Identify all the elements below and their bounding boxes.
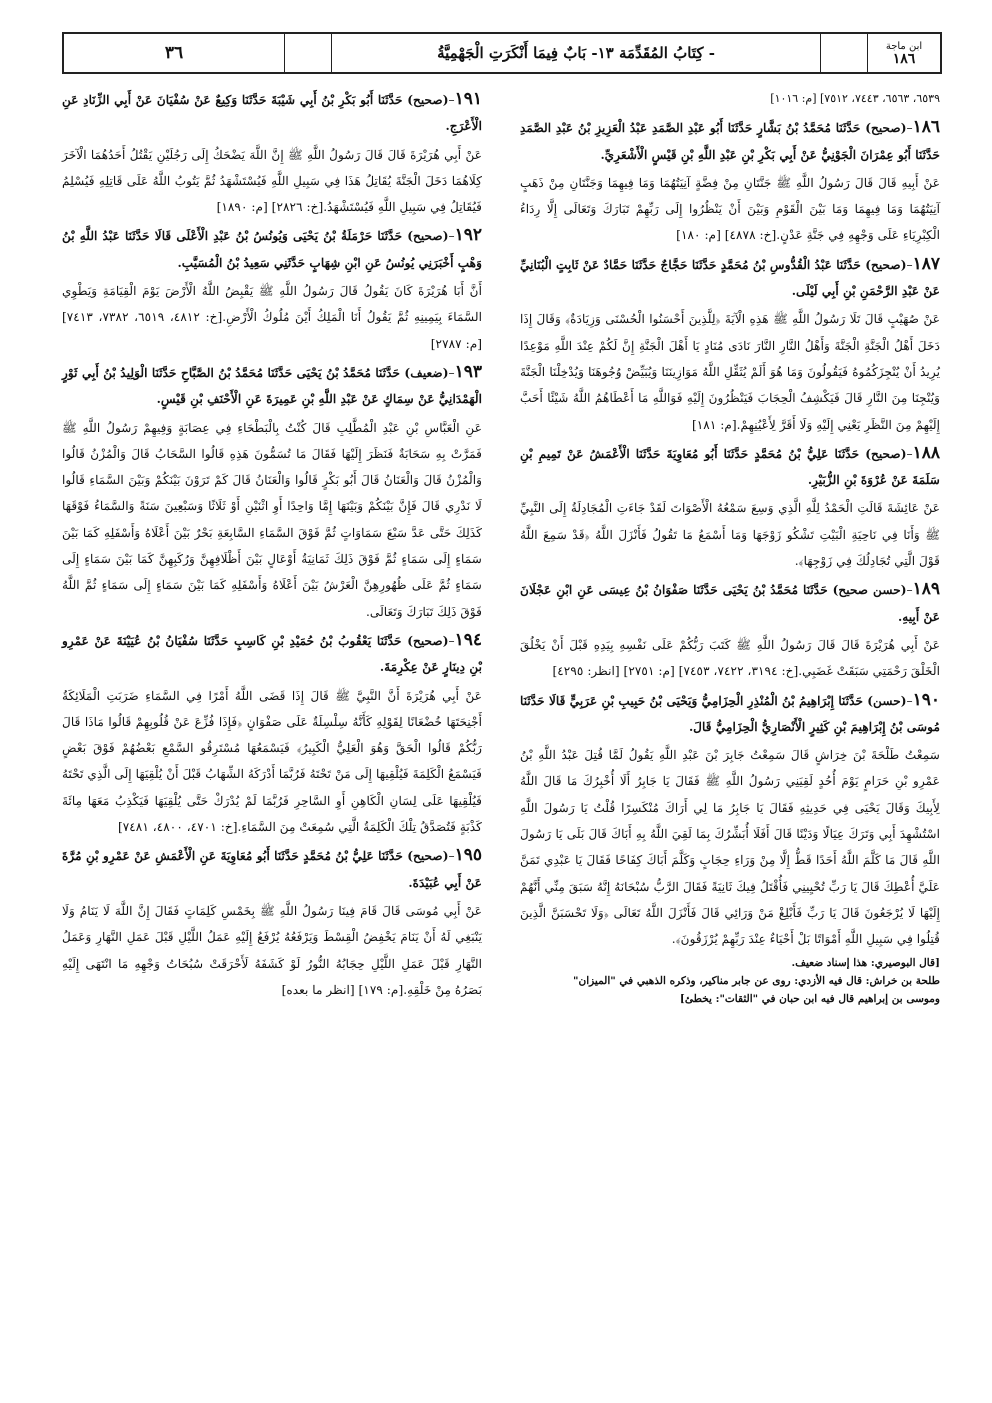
hadith-number: ١٩٥: [454, 845, 482, 866]
hadith-isnad: [62, 359, 482, 413]
hadith-chain-text: (حسن) حَدَّثَنَا إِبْرَاهِيمُ بْنُ الْمُنْذِرِ الْحِزَامِيُّ وَيَحْيَى بْنُ حَبِيبِ بْنِ عَرَبِيٍّ قَالَا حَدَّثَنَا مُوسَى بْنُ إِبْرَاهِيمَ بْنِ كَثِيرٍ الْأَنْصَارِيُّ الْحِزَامِيُّ قَالَ.: [520, 693, 940, 734]
hadith-chain-text: (صحيح) حَدَّثَنَا عَبْدُ الْقُدُّوسِ بْنُ مُحَمَّدٍ حَدَّثَنَا حَجَّاجٌ حَدَّثَنَا حَمَّادٌ عَنْ ثَابِتٍ الْبُنَانِيِّ عَنْ عَبْدِ الرَّحْمَنِ بْنِ أَبِي لَيْلَى.: [520, 257, 940, 299]
right-column: [520, 86, 940, 1376]
hadith-number: ١٨٩: [912, 579, 940, 600]
page-header: [62, 32, 942, 74]
hadith-isnad: [520, 687, 940, 741]
hadith-isnad: [62, 842, 482, 896]
hadith-isnad: [520, 251, 940, 305]
hadith-number: ١٨٧: [912, 253, 940, 274]
hadith-isnad: [62, 86, 482, 140]
hadith-text: عَنْ صُهَيْبٍ قَالَ تَلَا رَسُولُ اللَّهِ ﷺ هَذِهِ الْآيَةَ ﴿لِلَّذِينَ أَحْسَنُوا الْحُسْنَى وَزِيَادَةٌ﴾ وَقَالَ إِذَا دَخَلَ أَهْلُ الْجَنَّةِ الْجَنَّةَ وَأَهْلُ النَّارِ النَّارَ نَادَى مُنَادٍ يَا أَهْلَ الْجَنَّةِ إِنَّ لَكُمْ عِنْدَ اللَّهِ مَوْعِدًا يُرِيدُ أَنْ يُنْجِزَكُمُوهُ فَيَقُولُونَ وَمَا هُوَ أَلَمْ يُثَقِّلِ اللَّهُ مَوَازِينَنَا وَيُبَيِّضْ وُجُوهَنَا وَيُدْخِلْنَا الْجَنَّةَ وَيُنْجِنَا مِنَ النَّارِ قَالَ فَيَكْشِفُ الْحِجَابَ فَيَنْظُرُونَ إِلَيْهِ فَوَاللَّهِ مَا أَعْطَاهُمُ اللَّهُ شَيْئًا أَحَبَّ إِلَيْهِمْ مِنَ النَّظَرِ يَعْنِي إِلَيْهِ وَلَا أَقَرَّ لِأَعْيُنِهِمْ.[م: ١٨١]: [520, 312, 940, 432]
hadith-chain-text: (صحيح) حَدَّثَنَا عَلِيُّ بْنُ مُحَمَّدٍ حَدَّثَنَا أَبُو مُعَاوِيَةَ حَدَّثَنَا الْأَعْمَشُ عَنْ تَمِيمِ بْنِ سَلَمَةَ عَنْ عُرْوَةَ بْنِ الزُّبَيْرِ.: [520, 446, 940, 488]
hadith-text: عَنْ أَبِي هُرَيْرَةَ أَنَّ النَّبِيَّ ﷺ قَالَ إِذَا قَضَى اللَّهُ أَمْرًا فِي السَّمَاءِ ضَرَبَتِ الْمَلَائِكَةُ أَجْنِحَتَهَا خُضْعَانًا لِقَوْلِهِ كَأَنَّهُ سِلْسِلَةٌ عَلَى صَفْوَانٍ ﴿فَإِذَا فُزِّعَ عَنْ قُلُوبِهِمْ قَالُوا مَاذَا قَالَ رَبُّكُمْ قَالُوا الْحَقَّ وَهُوَ الْعَلِيُّ الْكَبِيرُ﴾ فَيَسْمَعُهَا مُسْتَرِقُو السَّمْعِ بَعْضُهُمْ فَوْقَ بَعْضٍ فَيَسْمَعُ الْكَلِمَةَ فَيُلْقِيهَا إِلَى مَنْ تَحْتَهُ فَرُبَّمَا أَدْرَكَهُ الشِّهَابُ قَبْلَ أَنْ يُلْقِيَهَا إِلَى الَّذِي تَحْتَهُ فَيُلْقِيهَا عَلَى لِسَانِ الْكَاهِنِ أَوِ السَّاحِرِ فَرُبَّمَا لَمْ يُدْرَكْ حَتَّى يُلْقِيَهَا فَيَكْذِبُ مَعَهَا مِائَةَ كَذْبَةٍ فَتُصَدَّقُ تِلْكَ الْكَلِمَةُ الَّتِي سُمِعَتْ مِنَ السَّمَاءِ.[خ: ٤٧٠١، ٤٨٠٠، ٧٤٨١]: [62, 688, 482, 835]
hadith-chain-text: (ضعيف) حَدَّثَنَا مُحَمَّدُ بْنُ يَحْيَى حَدَّثَنَا مُحَمَّدُ بْنُ الصَّبَّاحِ حَدَّثَنَا الْوَلِيدُ بْنُ أَبِي ثَوْرٍ الْهَمْدَانِيُّ عَنْ سِمَاكٍ عَنْ عَبْدِ اللَّهِ بْنِ عَمِيرَةَ عَنِ الْأَحْنَفِ بْنِ قَيْسٍ.: [62, 365, 482, 407]
hadith-text: عَنْ أَبِي هُرَيْرَةَ قَالَ قَالَ رَسُولُ اللَّهِ ﷺ كَتَبَ رَبُّكُمْ عَلَى نَفْسِهِ بِيَدِهِ قَبْلَ أَنْ يَخْلُقَ الْخَلْقَ رَحْمَتِي سَبَقَتْ غَضَبِي.[خ: ٣١٩٤، ٧٤٢٢، ٧٤٥٣] [م: ٢٧٥١] [انظر: ٤٢٩٥]: [520, 637, 940, 679]
hadith-isnad: [520, 440, 940, 494]
hadith-dash: –: [906, 121, 913, 136]
header-spacer: [284, 34, 331, 72]
hadith-chain-text: (صحيح) حَدَّثَنَا يَعْقُوبُ بْنُ حُمَيْدِ بْنِ كَاسِبٍ حَدَّثَنَا سُفْيَانُ بْنُ عُيَيْنَةَ عَنْ عَمْرِو بْنِ دِينَارٍ عَنْ عِكْرِمَةَ.: [62, 633, 482, 675]
footnote: وموسى بن إبراهيم قال فيه ابن حبان في "الثقات": يخطئ]: [679, 992, 940, 1005]
hadith-number: ١٩٣: [454, 361, 482, 382]
hadith-dash: –: [448, 633, 455, 648]
chapter-title: - كِتَابُ المُقَدِّمَة ١٣- بَابٌ فِيمَا أَنْكَرَتِ الْجَهْمِيَّةُ: [331, 34, 820, 72]
hadith-dash: –: [906, 446, 913, 461]
footnote: [قال البوصيري: هذا إسناد ضعيف.: [791, 956, 940, 969]
hadith-text: عَنِ الْعَبَّاسِ بْنِ عَبْدِ الْمُطَّلِبِ قَالَ كُنْتُ بِالْبَطْحَاءِ فِي عِصَابَةٍ وَفِيهِمْ رَسُولُ اللَّهِ ﷺ فَمَرَّتْ بِهِ سَحَابَةٌ فَنَظَرَ إِلَيْهَا فَقَالَ مَا تُسَمُّونَ هَذِهِ قَالُوا السَّحَابُ قَالَ وَالْمُزْنُ قَالُوا وَالْمُزْنُ قَالَ وَالْعَنَانُ قَالَ أَبُو بَكْرٍ قَالُوا وَالْعَنَانُ قَالَ كَمْ تَرَوْنَ بَيْنَكُمْ وَبَيْنَ السَّمَاءِ قَالُوا لَا نَدْرِي قَالَ فَإِنَّ بَيْنَكُمْ وَبَيْنَهَا إِمَّا وَاحِدًا أَوِ اثْنَيْنِ أَوْ ثَلَاثًا وَسَبْعِينَ سَنَةً وَالسَّمَاءُ فَوْقَهَا كَذَلِكَ حَتَّى عَدَّ سَبْعَ سَمَاوَاتٍ ثُمَّ فَوْقَ السَّمَاءِ السَّابِعَةِ بَحْرٌ بَيْنَ أَعْلَاهُ وَأَسْفَلِهِ كَمَا بَيْنَ سَمَاءٍ إِلَى سَمَاءٍ ثُمَّ فَوْقَ ذَلِكَ ثَمَانِيَةُ أَوْعَالٍ بَيْنَ أَظْلَافِهِنَّ وَرُكَبِهِنَّ كَمَا بَيْنَ سَمَاءٍ إِلَى سَمَاءٍ ثُمَّ عَلَى ظُهُورِهِنَّ الْعَرْشُ بَيْنَ أَعْلَاهُ وَأَسْفَلِهِ كَمَا بَيْنَ سَمَاءٍ إِلَى سَمَاءٍ ثُمَّ اللَّهُ فَوْقَ ذَلِكَ تَبَارَكَ وَتَعَالَى.: [62, 420, 482, 619]
hadith-dash: –: [906, 583, 913, 598]
hadith-text: أَنَّ أَبَا هُرَيْرَةَ كَانَ يَقُولُ قَالَ رَسُولُ اللَّهِ ﷺ يَقْبِضُ اللَّهُ الْأَرْضَ يَوْمَ الْقِيَامَةِ وَيَطْوِي السَّمَاءَ بِيَمِينِهِ ثُمَّ يَقُولُ أَنَا الْمَلِكُ أَيْنَ مُلُوكُ الْأَرْضِ.[خ: ٤٨١٢، ٦٥١٩، ٧٣٨٢، ٧٤١٣] [م: ٢٧٨٧]: [62, 284, 482, 351]
hadith-chain-text: (حسن صحيح) حَدَّثَنَا مُحَمَّدُ بْنُ يَحْيَى حَدَّثَنَا صَفْوَانُ بْنُ عِيسَى عَنِ ابْنِ عَجْلَانَ عَنْ أَبِيهِ.: [520, 583, 940, 624]
book-reference-number: ١٨٦: [892, 51, 916, 67]
hadith-dash: –: [448, 229, 455, 244]
hadith-number: ١٩١: [454, 89, 482, 109]
hadith-number: ١٩٢: [454, 225, 482, 246]
hadith-isnad: [62, 222, 482, 276]
hadith-text: عَنْ أَبِي مُوسَى قَالَ قَامَ فِينَا رَسُولُ اللَّهِ ﷺ بِخَمْسِ كَلِمَاتٍ فَقَالَ إِنَّ اللَّهَ لَا يَنَامُ وَلَا يَنْبَغِي لَهُ أَنْ يَنَامَ يَخْفِضُ الْقِسْطَ وَيَرْفَعُهُ يُرْفَعُ إِلَيْهِ عَمَلُ اللَّيْلِ قَبْلَ عَمَلِ النَّهَارِ وَعَمَلُ النَّهَارِ قَبْلَ عَمَلِ اللَّيْلِ حِجَابُهُ النُّورُ لَوْ كَشَفَهُ لَأَحْرَقَتْ سُبُحَاتُ وَجْهِهِ مَا انْتَهَى إِلَيْهِ بَصَرُهُ مِنْ خَلْقِهِ.[م: ١٧٩] [انظر ما بعده]: [62, 903, 482, 997]
book-reference: [867, 34, 940, 72]
hadith-number: ١٩٤: [454, 629, 482, 650]
reference-line: ٦٥٣٩، ٦٥٦٣، ٧٤٤٣، ٧٥١٢] [م: ١٠١٦]: [770, 92, 940, 105]
page-number: ٣٦: [164, 43, 184, 63]
hadith-chain-text: (صحيح) حَدَّثَنَا مُحَمَّدُ بْنُ بَشَّارٍ حَدَّثَنَا أَبُو عَبْدِ الصَّمَدِ عَبْدُ الْعَزِيزِ بْنُ عَبْدِ الصَّمَدِ حَدَّثَنَا أَبُو عِمْرَانَ الْجَوْنِيُّ عَنْ أَبِي بَكْرِ بْنِ عَبْدِ اللَّهِ بْنِ قَيْسٍ الْأَشْعَرِيِّ.: [520, 121, 940, 162]
header-spacer: [820, 34, 867, 72]
footnote: طلحة بن خراش: قال فيه الأزدي: روى عن جابر مناكير، وذكره الذهبي في "الميزان": [573, 974, 940, 987]
hadith-chain-text: (صحيح) حَدَّثَنَا أَبُو بَكْرِ بْنُ أَبِي شَيْبَةَ حَدَّثَنَا وَكِيعٌ عَنْ سُفْيَانَ عَنْ أَبِي الزِّنَادِ عَنِ الْأَعْرَجِ.: [62, 93, 482, 134]
hadith-number: ١٨٨: [912, 442, 940, 463]
hadith-dash: –: [448, 849, 455, 864]
hadith-chain-text: (صحيح) حَدَّثَنَا حَرْمَلَةُ بْنُ يَحْيَى وَيُونُسُ بْنُ عَبْدِ الْأَعْلَى قَالَا حَدَّثَنَا عَبْدُ اللَّهِ بْنُ وَهْبٍ أَخْبَرَنِي يُونُسُ عَنِ ابْنِ شِهَابٍ حَدَّثَنِي سَعِيدُ بْنُ الْمُسَيَّبِ.: [62, 229, 482, 270]
hadith-isnad: [520, 114, 940, 168]
hadith-dash: –: [906, 693, 913, 708]
hadith-isnad: [62, 627, 482, 681]
hadith-dash: –: [448, 365, 455, 380]
hadith-dash: –: [906, 257, 913, 272]
book-reference-label: ابن ماجة: [885, 41, 923, 52]
hadith-dash: –: [448, 93, 455, 107]
hadith-isnad: [520, 576, 940, 630]
left-column: [62, 86, 482, 1376]
hadith-number: ١٩٠: [912, 689, 940, 710]
hadith-text: سَمِعْتُ طَلْحَةَ بْنَ خِرَاشٍ قَالَ سَمِعْتُ جَابِرَ بْنَ عَبْدِ اللَّهِ يَقُولُ لَمَّا قُتِلَ عَبْدُ اللَّهِ بْنُ عَمْرِو بْنِ حَرَامٍ يَوْمَ أُحُدٍ لَقِيَنِي رَسُولُ اللَّهِ ﷺ فَقَالَ يَا جَابِرُ أَلَا أُخْبِرُكَ مَا قَالَ اللَّهُ لِأَبِيكَ وَقَالَ يَحْيَى فِي حَدِيثِهِ فَقَالَ يَا جَابِرُ مَا لِي أَرَاكَ مُنْكَسِرًا قُلْتُ يَا رَسُولَ اللَّهِ اسْتُشْهِدَ أَبِي وَتَرَكَ عِيَالًا وَدَيْنًا قَالَ أَفَلَا أُبَشِّرُكَ بِمَا لَقِيَ اللَّهُ بِهِ أَبَاكَ قَالَ بَلَى يَا رَسُولَ اللَّهِ قَالَ مَا كَلَّمَ اللَّهُ أَحَدًا قَطُّ إِلَّا مِنْ وَرَاءِ حِجَابٍ وَكَلَّمَ أَبَاكَ كِفَاحًا فَقَالَ يَا عَبْدِي تَمَنَّ عَلَيَّ أُعْطِكَ قَالَ يَا رَبِّ تُحْيِينِي فَأُقْتَلُ فِيكَ ثَانِيَةً فَقَالَ الرَّبُّ سُبْحَانَهُ إِنَّهُ سَبَقَ مِنِّي أَنَّهُمْ إِلَيْهَا لَا يُرْجَعُونَ قَالَ يَا رَبِّ فَأَبْلِغْ مَنْ وَرَائِي قَالَ فَأَنْزَلَ اللَّهُ تَعَالَى ﴿وَلَا تَحْسَبَنَّ الَّذِينَ قُتِلُوا فِي سَبِيلِ اللَّهِ أَمْوَاتًا بَلْ أَحْيَاءٌ عِنْدَ رَبِّهِمْ يُرْزَقُونَ﴾.: [520, 748, 940, 947]
hadith-number: ١٨٦: [912, 117, 940, 138]
hadith-text: عَنْ أَبِي هُرَيْرَةَ قَالَ قَالَ رَسُولُ اللَّهِ ﷺ إِنَّ اللَّهَ يَضْحَكُ إِلَى رَجُلَيْنِ يَقْتُلُ أَحَدُهُمَا الْآخَرَ كِلَاهُمَا دَخَلَ الْجَنَّةَ يُقَاتِلُ هَذَا فِي سَبِيلِ اللَّهِ فَيُسْتَشْهَدُ ثُمَّ يَتُوبُ اللَّهُ عَلَى قَاتِلِهِ فَيُسْلِمُ فَيُقَاتِلُ فِي سَبِيلِ اللَّهِ فَيُسْتَشْهَدُ.[خ: ٢٨٢٦] [م: ١٨٩٠]: [62, 147, 482, 215]
hadith-text: عَنْ أَبِيهِ قَالَ قَالَ رَسُولُ اللَّهِ ﷺ جَنَّتَانِ مِنْ فِضَّةٍ آنِيَتُهُمَا وَمَا فِيهِمَا وَجَنَّتَانِ مِنْ ذَهَبٍ آنِيَتُهُمَا وَمَا فِيهِمَا وَمَا بَيْنَ الْقَوْمِ وَبَيْنَ أَنْ يَنْظُرُوا إِلَى رَبِّهِمْ تَبَارَكَ وَتَعَالَى إِلَّا رِدَاءُ الْكِبْرِيَاءِ عَلَى وَجْهِهِ فِي جَنَّةِ عَدْنٍ.[خ: ٤٨٧٨] [م: ١٨٠]: [520, 175, 940, 243]
hadith-text: عَنْ عَائِشَةَ قَالَتِ الْحَمْدُ لِلَّهِ الَّذِي وَسِعَ سَمْعُهُ الْأَصْوَاتَ لَقَدْ جَاءَتِ الْمُجَادِلَةُ إِلَى النَّبِيِّ ﷺ وَأَنَا فِي نَاحِيَةِ الْبَيْتِ تَشْكُو زَوْجَهَا وَمَا أَسْمَعُ مَا تَقُولُ فَأَنْزَلَ اللَّهُ ﴿قَدْ سَمِعَ اللَّهُ قَوْلَ الَّتِي تُجَادِلُكَ فِي زَوْجِهَا﴾.: [520, 501, 940, 569]
hadith-chain-text: (صحيح) حَدَّثَنَا عَلِيُّ بْنُ مُحَمَّدٍ حَدَّثَنَا أَبُو مُعَاوِيَةَ عَنِ الْأَعْمَشِ عَنْ عَمْرِو بْنِ مُرَّةَ عَنْ أَبِي عُبَيْدَةَ.: [62, 849, 482, 890]
